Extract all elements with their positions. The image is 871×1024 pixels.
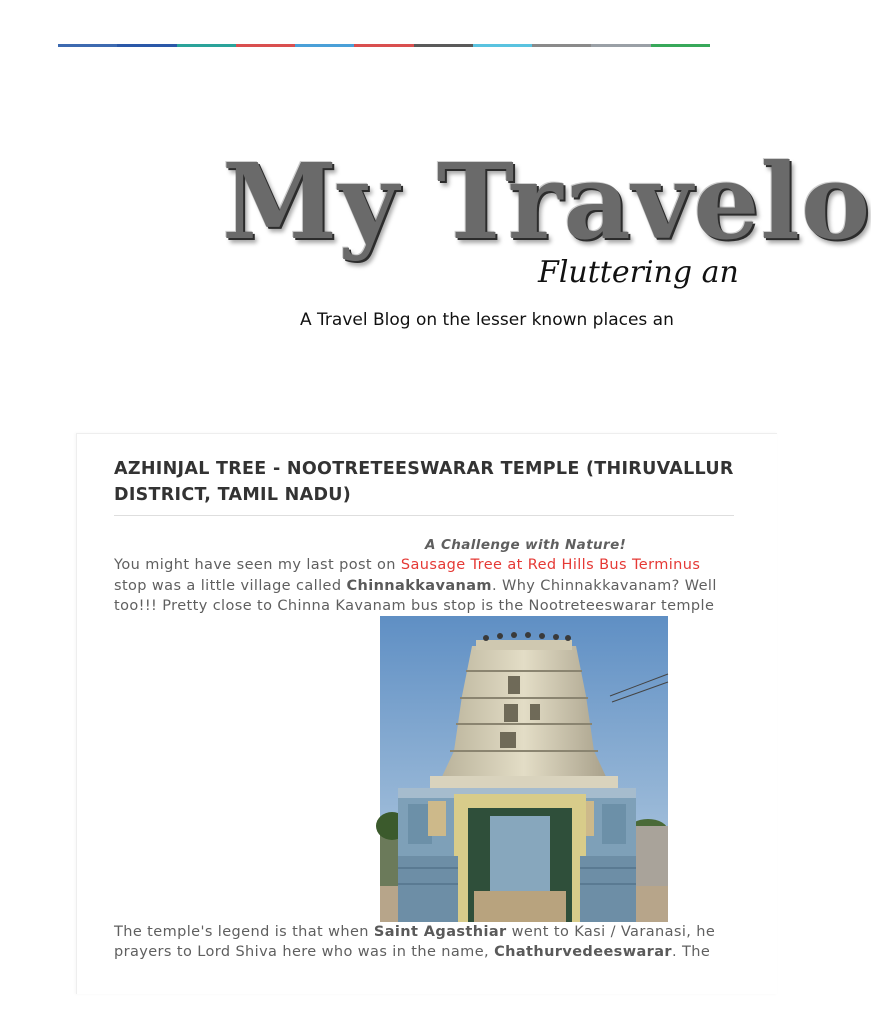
saint-name-bold: Saint Agasthiar — [373, 924, 507, 940]
title-divider — [114, 515, 734, 516]
paragraph-line — [114, 924, 715, 940]
stripe-segment — [236, 44, 295, 47]
body-text: . The — [671, 944, 711, 960]
body-text: too!!! Pretty close to Chinna Kavanam bus stop is the Nootreteeswarar temple — [114, 598, 715, 614]
sausage-tree-link[interactable]: Sausage Tree at Red Hills Bus Terminus — [400, 557, 701, 573]
post-title[interactable]: AZHINJAL TREE - NOOTRETEESWARAR TEMPLE (THIRUVALLUR DISTRICT, TAMIL NADU) — [114, 459, 734, 505]
body-text: prayers to Lord Shiva here who was in the name, — [114, 944, 495, 960]
stripe-segment — [473, 44, 532, 47]
paragraph-line — [114, 557, 700, 573]
temple-gopuram-illustration — [380, 616, 668, 922]
stripe-segment — [117, 44, 176, 47]
paragraph-line — [114, 578, 717, 594]
stripe-segment — [591, 44, 650, 47]
blog-logo-subtitle: A Travel Blog on the lesser known places an — [300, 310, 674, 330]
body-text: . Why Chinnakkavanam? Well — [491, 578, 717, 594]
stripe-segment — [58, 44, 117, 47]
paragraph-line — [114, 598, 714, 614]
body-text: went to Kasi / Varanasi, he — [506, 924, 716, 940]
stripe-segment — [354, 44, 413, 47]
deity-name-bold: Chathurvedeeswarar — [494, 944, 672, 960]
stripe-segment — [414, 44, 473, 47]
blog-logo-tagline: Fluttering an — [538, 255, 739, 290]
body-text: stop was a little village called — [114, 578, 347, 594]
post-subtitle: A Challenge with Nature! — [425, 537, 627, 553]
color-stripe-bar — [58, 44, 710, 47]
body-text: The temple's legend is that when — [114, 924, 374, 940]
stripe-segment — [295, 44, 354, 47]
blog-logo-title[interactable]: My Travelo — [222, 140, 871, 263]
paragraph-line — [114, 944, 710, 960]
temple-gopuram-photo[interactable] — [380, 616, 668, 922]
stripe-segment — [651, 44, 710, 47]
stripe-segment — [532, 44, 591, 47]
stripe-segment — [177, 44, 236, 47]
place-name-bold: Chinnakkavanam — [346, 578, 492, 594]
body-text: You might have seen my last post on — [114, 557, 401, 573]
